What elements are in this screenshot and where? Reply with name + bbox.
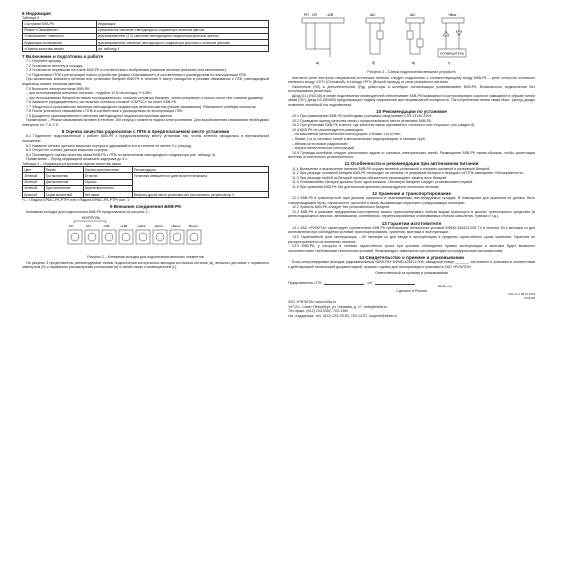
terminal-screw [136, 230, 150, 244]
paragraph: 7.4 Подготовьте ППК к регистрации нового устройства (режим «Связывание») в соответствии с руководством по эксплуатации ППК. [26, 72, 248, 77]
date-label: месяц, год [438, 284, 452, 289]
paragraph: 7.8 После успешного связывания с ППК в соответствии с руководством по эксплуатации ППК. [26, 109, 184, 114]
terminal-label: -Вых2+ [188, 224, 199, 229]
table-cell: «Оценка качества связи» [23, 46, 97, 52]
label-b: б) [372, 61, 376, 65]
paragraph: 8.4 Произведите оценку качества связи БКВ-РК с ППК по включениям светодиодного индикатора (см. таблицу 4). [26, 152, 216, 157]
table-3 [22, 20, 269, 52]
label-vyh: +Вых [448, 13, 457, 17]
paragraph: – на массивных металлических конструкциях и ближе 1 м от них; [292, 132, 401, 137]
paragraph: 10.5 Провода шлейфов следует располагать вдали от силовых электрических линий. Размещение БКВ-РК таким образом, чтобы ориентация антенны относительно установленного. [288, 150, 535, 160]
terminal-labels [69, 224, 199, 228]
table-cell: Режим «Связывание» [23, 27, 97, 33]
paragraph: Примечание – Перед индикацией возможна задержка до 4 с. [26, 157, 129, 162]
section-11-title: 11 Особенности и рекомендации при автономном питании [344, 161, 479, 167]
label-v: в) [412, 61, 416, 65]
table-cell: Отлично [83, 173, 132, 179]
paragraph: 7.7 Убедитесь в прерывистом свечении светодиодного индикатора зеленым цветом (режим связывания). Разомкните шлейфы контактов. [26, 104, 257, 109]
paragraph: 13.2 Гарантийный срок эксплуатации – 60 месяцев со дня ввода в эксплуатацию в пределах гарантийного срока хранения. Гарантия не распространяется на элементы питания. [288, 235, 535, 244]
section-9-title: 9 Внешние соединения БКВ-РК [109, 204, 182, 210]
table-cell: Зеленый [23, 173, 45, 179]
table-cell: Серия включений [44, 191, 83, 197]
label-op: ОП [312, 13, 318, 17]
table-cell: Удовлетворительно [83, 185, 132, 191]
address-line: 197101, Санкт-Петербург, ул. Чапаева, д. 17, rielta@rielta.ru [288, 304, 388, 309]
table-4-caption: Таблица 4 – Индикация результатов оценки качества связи [22, 161, 121, 166]
table-4 [22, 166, 269, 198]
table-header-cell: Цвет [23, 167, 45, 173]
date-line [375, 282, 415, 286]
paragraph: 7.1 Откройте крышку. [26, 59, 62, 64]
section-6-title: 6 Индикация [22, 10, 51, 16]
diagram-v [406, 13, 424, 65]
terminal-label: ОП [86, 224, 91, 229]
table-cell: Выбрать другое место установки или использовать ретранслятор *) [132, 191, 268, 197]
terminal-screw [68, 230, 82, 244]
label-shs-2: ШС [410, 13, 416, 17]
paragraph: 7.2 Установите антенну в колодку. [26, 63, 83, 68]
paragraph: 8.1 Поднесите подготовленный к работе БКВ-РК к предполагаемому месту установки так, чтобы антенна находилась в вертикальном положении. [22, 134, 269, 143]
table-row [23, 191, 269, 197]
terminal-screw [102, 230, 116, 244]
otk-label: Представитель ОТК [288, 280, 322, 285]
section-10-title: 10 Рекомендации по установке [376, 108, 447, 114]
company-line: ЗАО «РИЭЛТА» www.rielta.ru [288, 300, 337, 305]
label-g: г) [448, 61, 451, 65]
right-column [288, 9, 535, 562]
table-3-caption: Таблица 3 [22, 15, 40, 20]
table-header-cell: Состояние БКВ-РК [23, 21, 97, 27]
section-8-body [22, 134, 269, 161]
table-cell: кратковременное (2 с) свечение светодиодного индикатора красным цветом [96, 33, 268, 39]
table-row [23, 46, 269, 52]
section-12-title: 12 Хранение и транспортирование [371, 190, 452, 196]
label-shs-1: ШС [370, 13, 376, 17]
label-a: а) [316, 61, 320, 65]
table-cell: Нет связи [83, 191, 132, 197]
paragraph: – ближе 1 м от силовых линий и металлических водопроводных и газовых труб; [292, 137, 426, 142]
paragraph: 8.2 Нажмите контакт датчика вскрытия корпуса и удерживайте его в течение не менее 3 с (секунд). [26, 143, 193, 148]
wiring-notes [288, 76, 535, 108]
table-header-cell: Рекомендации [132, 167, 268, 173]
terminal-label: -ШС2+ [154, 224, 164, 229]
paragraph: 7.3 Установите перемычки на плате БКВ-РК в соответствии с выбранным режимом питания (внешнее или автономное). [26, 68, 227, 73]
terminal-label: РП [69, 224, 74, 229]
paragraph: 10.1 При размещении БКВ-РК необходимо учитывать свод правил СП3.13130.2009. [292, 114, 433, 119]
terminal-label: +Вых1- [171, 224, 182, 229]
paragraph: При включении внешнего питания или установке батарей БКВ-РК в течение 5 минут находится в режиме связывания с ППК (светодиодный индикатор мигает зеленым цветом). [22, 77, 269, 87]
label-rp: РП [304, 13, 309, 17]
terminal-screw [85, 230, 99, 244]
section-7-title: 7 Включение и подготовка к работе [22, 53, 104, 59]
paragraph: 7.9 Дождитесь кратковременного свечения светодиодного индикатора красным цветом. [26, 113, 173, 118]
terminal-label: +12В [120, 224, 128, 229]
table-header-cell: Индикация [96, 21, 268, 27]
paragraph: 13.3 БКВ-РК, у которого в течение гарантийного срока при условии соблюдения правил эксплуатации и монтажа будет выявлено несоответствие требованиям технических условий, безвозмездно заменяется или ремонтируется предприятием-изготовителем. [288, 244, 535, 253]
paragraph: Диод D1 (1N4148) в схеме подключения оповещателей обеспечивает БКВ-РК возможность контролировать короткое замыкание в обрыве линии связи (ЛС). Диод D2 (SB360) предотвращает подачу напряжения при неправильной полярности. Ток потребления линии связи Макс. (затор) диоды отменяют линейный ток подключения. [288, 93, 535, 107]
left-column [22, 9, 269, 564]
paragraph: – вблизи источников радиопомех; [292, 141, 349, 146]
paragraph: – при использовании батарей вставьте последовательно: сначала основную батарею, затем резервную и только после них снимите джампер. [26, 95, 265, 100]
table-header-cell: Режим [44, 167, 83, 173]
version-label: Изм. 0 от 08.07.2015 [508, 292, 535, 297]
stamp-label: МП [367, 280, 372, 285]
table-cell: «Связывание» завешено [23, 33, 97, 39]
section-9-paragraph: Клеммная колодка для подключения БКВ-РК представлена на рисунке 2. [26, 209, 149, 214]
figure-3-caption: Рисунок 3 – Схемы подключения внешних устройств [367, 70, 456, 74]
section-10-body [288, 114, 535, 159]
paragraph: 11.2 При разряде основной батареи БКВ-РК переходит на питание от резервной батареи и передает на ППК извещение «Неисправность». [292, 171, 525, 176]
terminal-screw [153, 230, 167, 244]
table-cell: Зеленый [23, 185, 45, 191]
table-4-note: *) – «Ладога БРШС-РК-РТР» или «Ладога БРШС-РК-РТР» исп. 1 [22, 198, 130, 203]
paragraph: 11.1 Включение и выключение питания БКВ-РК осуществляется установкой и снятием основной и резервной батарей. [292, 166, 491, 171]
paragraph: 12.1 БКВ-РК в транспортной таре должны храниться в отапливаемых, вентилируемых складах. В помещении для хранения не должно быть токопроводящей пыли, паров кислот, щелочей и газов, вызывающих коррозию и разрушающих изоляцию. [288, 196, 535, 205]
doc-code: ЖС6136 [524, 295, 535, 300]
paragraph: – внутри металлических конструкций. [292, 146, 355, 151]
section-8-title: 8 Оценка качества радиосвязи с ППК в предполагаемом месте установки [61, 129, 230, 134]
terminal-screw [187, 230, 201, 244]
paragraph: 10.2 Проведите оценку качества связи с предполагаемого места установки БКВ-РК. [292, 118, 433, 123]
diagram-b [366, 13, 384, 65]
signature-line [324, 282, 364, 286]
paragraph: 11.5 При хранении БКВ-РК без длительном времени рекомендуется отключить питание. [292, 184, 440, 189]
terminal-screws [68, 230, 201, 244]
phone-line: Тел./факс: (812) 233-0302, 703-1360 [288, 309, 349, 314]
terminal-screw [119, 230, 133, 244]
terminal-label: -12В [103, 224, 110, 229]
table-cell: Индикация оповещения [23, 40, 97, 46]
section-14-paragraph: Блок контролируемых выходов радиоканальный «БКВ-РК» БФКЮ.425412.008, заводской номер _______ изготовлен и упакован в соответствии с действующей технической документацией, признан годным для эксплуатации и упакован в ЗАО «РИЭЛТА». [288, 260, 535, 269]
label-annunciator: ОПОВЕЩАТЕЛЬ [440, 51, 464, 56]
paragraph: 10.3 При установке БКВ-РК в месте, где качество связи оценивается «отлично» или «хорошо» (см. раздел 8). [292, 123, 476, 128]
section-9-paragraph-2: На рисунке 3 представлены рекомендуемые схемы подключения контрольных выходов источника питания (а), внешних датчиков с нормально замкнутым (б) и нормально разомкнутыми контактами (в) и линий связи с оповещателем (г). [22, 260, 269, 270]
terminal-screw [170, 230, 184, 244]
paragraph: Примечание – Режим связывания активен в течение 100 секунд с момента подачи электропитания. Для возобновления связывания необходимо повторить пп. 7.6–7.9. [22, 118, 269, 127]
figure-2-caption: Рисунок 2 – Клеммная колодка для подключения внешних элементов [87, 255, 204, 260]
table-cell: Одно включение [44, 185, 83, 191]
paragraph: – при использовании внешнего питания – подайте 12 В на колодку «+12В»; [26, 91, 153, 96]
acceptance-responsible: Ответственный за приемку и упаковывание [375, 271, 448, 276]
section-13-body [288, 226, 535, 253]
section-11-body [288, 167, 535, 190]
paragraph: 11.4 Устанавливать батареи должны быть однотипными. Основную батарею следует устанавливать первой. [292, 180, 474, 185]
label-minus12v: -12В [326, 13, 334, 17]
paragraph: 10.4 БКВ-РК не рекомендуется размещать: [292, 127, 365, 132]
paragraph: 7.5 Включите электропитание БКВ-РК: [26, 86, 91, 91]
paragraph: 13.1 ЗАО «РИЭЛТА» гарантирует соответствие БКВ-РК требованиям технических условий БФКЮ.425412.008 ТУ в течение 63-х месяцев со дня изготовления при соблюдении условий транспортирования, хранения, монтажа и эксплуатации. [288, 225, 535, 235]
terminal-block-figure [22, 214, 269, 254]
table-cell: кратковременное свечение светодиодного индикатора красным и зеленым цветами [96, 40, 268, 46]
table-cell: Два включения [44, 179, 83, 185]
paragraph: 12.2 Хранить БКВ-РК следует без установленных батарей. [292, 205, 391, 210]
section-14-title: 14 Свидетельство о приемке и упаковывании [359, 254, 464, 260]
paragraph: 7.6 Замкните (предварительно) сигнальные контакты кнопкой «СБРОС» на плате БКВ-РК. [26, 100, 177, 105]
paragraph: 11.3 При разряде любой из батарей питания обязательно производите замену всех батарей. [292, 175, 448, 180]
table-cell: прерывистое свечение светодиодного индикатора зеленым цветом [96, 27, 268, 33]
table-cell: Установка извещателя в данном месте возможна [132, 173, 268, 192]
table-cell: см. таблицу 4 [96, 46, 268, 52]
table-cell: Хорошо [83, 179, 132, 185]
made-in-russia: Сделано в России [396, 288, 427, 293]
section-13-title: 13 Гарантии изготовителя [381, 220, 442, 226]
diagram-a [302, 13, 344, 65]
figure-2-top-label: КОНТРОЛЬ [82, 216, 101, 221]
diagram-g [438, 13, 466, 65]
paragraph: Оконечные (R0) и дополнительные (Rд) резисторы в шлейфах сигнализации устанавливают БКВ-РК. Возможность подключения без использования резистора. [288, 84, 535, 94]
table-cell: Три включения [44, 173, 83, 179]
table-cell: Красный [23, 191, 45, 197]
table-header-cell: Оценка качества связи [83, 167, 132, 173]
terminal-label: +ШС1- [137, 224, 147, 229]
table-cell: Зеленый [23, 179, 45, 185]
section-12-body [288, 196, 535, 219]
wiring-diagram-figure [288, 9, 535, 69]
paragraph: Контакты реле контроля напряжения источника питания следует подключать к соответствующему входу БКВ-РК – реле контроля основного питания к входу «ОП» (Основной), а к входу «РП» (Второй провод) от реле резервного питания. [288, 75, 535, 85]
section-7-body [22, 59, 269, 127]
paragraph: 8.3 Отпустите контакт датчика вскрытия корпуса. [26, 148, 109, 153]
paragraph: 12.3 БКВ-РК в упаковке предприятия-изготовителя можно транспортировать любым видом транспорта в крытых транспортных средствах (в железнодорожных вагонах, автомашинах, контейнерах, герметизированных отапливаемых отсеках самолетов, трюмах и т.д.). [288, 209, 535, 219]
support-line: тех. поддержка: тел. (812) 233-29-53, 703-13-57, support@rielta.ru [288, 313, 397, 318]
